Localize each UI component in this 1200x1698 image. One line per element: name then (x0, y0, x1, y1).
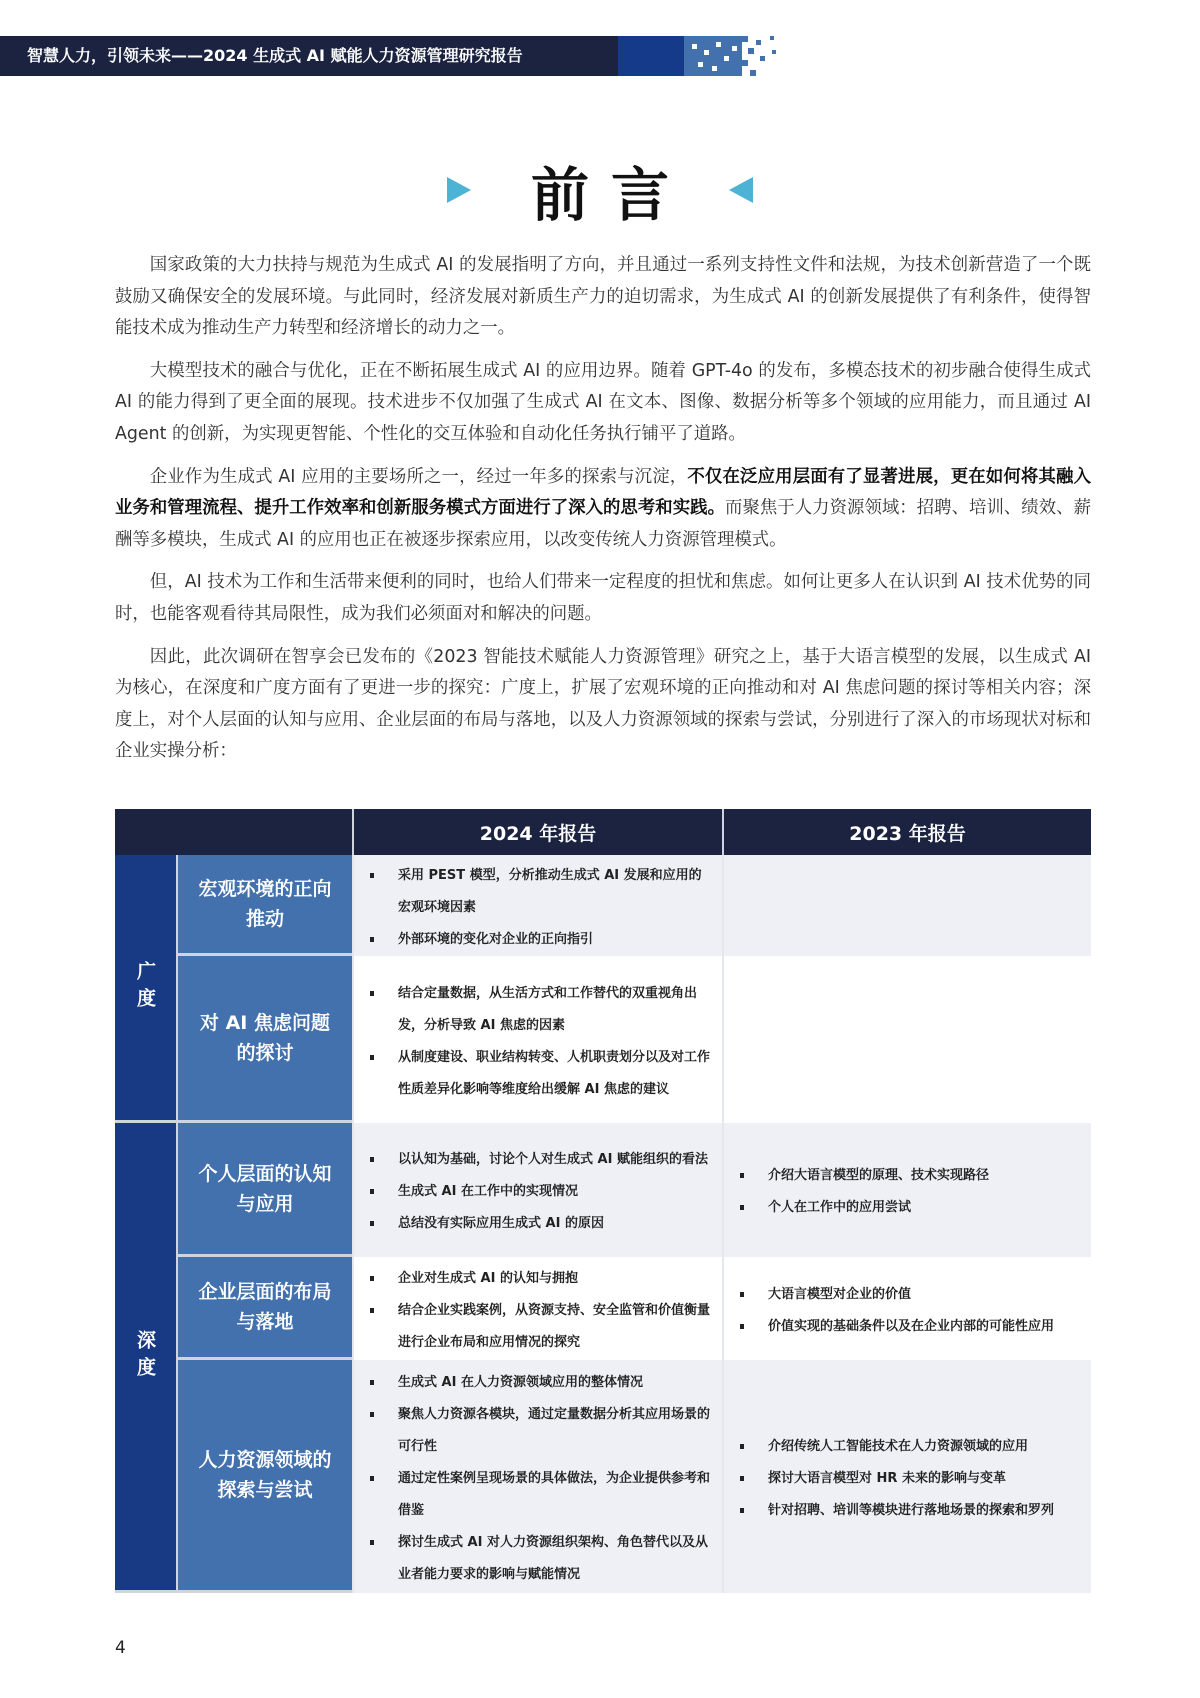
list-item: 聚焦人力资源各模块，通过定量数据分析其应用场景的可行性 (368, 1399, 712, 1463)
list-item: 生成式 AI 在人力资源领域应用的整体情况 (368, 1367, 712, 1399)
list-item: 外部环境的变化对企业的正向指引 (368, 924, 712, 956)
table-header-blank (115, 809, 352, 855)
cell-2024 (352, 855, 722, 956)
table-header-2023: 2023 年报告 (722, 809, 1091, 855)
cell-2023 (722, 1360, 1091, 1593)
bullet-list (368, 978, 712, 1106)
row-label: 宏观环境的正向推动 (176, 855, 352, 956)
row-label: 对 AI 焦虑问题的探讨 (176, 956, 352, 1123)
running-header: 智慧人力，引领未来——2024 生成式 AI 赋能人力资源管理研究报告 (0, 36, 618, 76)
row-label: 人力资源领域的探索与尝试 (176, 1360, 352, 1593)
cell-2024 (352, 1123, 722, 1257)
list-item: 探讨生成式 AI 对人力资源组织架构、角色替代以及从业者能力要求的影响与赋能情况 (368, 1527, 712, 1591)
cell-2023 (722, 1123, 1091, 1257)
cell-2023 (722, 855, 1091, 956)
cell-2024 (352, 956, 722, 1123)
list-item: 介绍大语言模型的原理、技术实现路径 (738, 1160, 1081, 1192)
cell-2024 (352, 1257, 722, 1360)
triangle-left-icon (729, 177, 753, 203)
list-item: 企业对生成式 AI 的认知与拥抱 (368, 1263, 712, 1295)
dimension-breadth: 广度 (115, 855, 176, 1123)
table-header-2024: 2024 年报告 (352, 809, 722, 855)
preface-body (115, 250, 1091, 779)
paragraph-bold-text: 不仅在泛应用层面有了显著进展，更在如何将其融入业务和管理流程、提升工作效率和创新服务模式方面进行了深入的思考和实践。 (115, 466, 1091, 519)
page-number: 4 (115, 1638, 126, 1658)
paragraph: 但，AI 技术为工作和生活带来便利的同时，也给人们带来一定程度的担忧和焦虑。如何让更多人在认识到 AI 技术优势的同时，也能客观看待其局限性，成为我们必须面对和解决的问题。 (115, 572, 1091, 624)
page-title: 前言 (530, 161, 691, 229)
list-item: 介绍传统人工智能技术在人力资源领域的应用 (738, 1431, 1081, 1463)
list-item: 通过定性案例呈现场景的具体做法，为企业提供参考和借鉴 (368, 1463, 712, 1527)
dimension-depth: 深度 (115, 1123, 176, 1593)
list-item: 总结没有实际应用生成式 AI 的原因 (368, 1208, 712, 1240)
bullet-list (368, 860, 712, 956)
header-accent-block (618, 36, 684, 76)
row-label: 企业层面的布局与落地 (176, 1257, 352, 1360)
list-item: 以认知为基础，讨论个人对生成式 AI 赋能组织的看法 (368, 1144, 712, 1176)
list-item: 个人在工作中的应用尝试 (738, 1192, 1081, 1224)
list-item: 从制度建设、职业结构转变、人机职责划分以及对工作性质差异化影响等维度给出缓解 AI 焦虑的建议 (368, 1042, 712, 1106)
paragraph: 国家政策的大力扶持与规范为生成式 AI 的发展指明了方向，并且通过一系列支持性文件和法规，为技术创新营造了一个既鼓励又确保安全的发展环境。与此同时，经济发展对新质生产力的迫切需求，为生成式 AI 的创新发展提供了有利条件，使得智能技术成为推动生产力转型和经济增长的动力之一。 (115, 255, 1091, 339)
paragraph: 大模型技术的融合与优化，正在不断拓展生成式 AI 的应用边界。随着 GPT-4o 的发布，多模态技术的初步融合使得生成式 AI 的能力得到了更全面的展现。技术进步不仅加强了生成式 AI 在文本、图像、数据分析等多个领域的应用能力，而且通过 AI Agent 的创新，为实现更智能、个性化的交互体验和自动化任务执行铺平了道路。 (115, 360, 1091, 444)
cell-2024 (352, 1360, 722, 1593)
list-item: 生成式 AI 在工作中的实现情况 (368, 1176, 712, 1208)
row-label: 个人层面的认知与应用 (176, 1123, 352, 1257)
list-item: 价值实现的基础条件以及在企业内部的可能性应用 (738, 1311, 1081, 1343)
page-title-row (0, 148, 1200, 232)
list-item: 结合企业实践案例，从资源支持、安全监管和价值衡量进行企业布局和应用情况的探究 (368, 1295, 712, 1359)
paragraph-text: 企业作为生成式 AI 应用的主要场所之一，经过一年多的探索与沉淀， (149, 466, 688, 487)
cell-2023 (722, 956, 1091, 1123)
paragraph (115, 462, 1091, 557)
triangle-right-icon (447, 177, 471, 203)
comparison-table (115, 809, 1091, 1593)
list-item: 针对招聘、培训等模块进行落地场景的探索和罗列 (738, 1495, 1081, 1527)
paragraph-text: 而聚焦于人力资源领域：招聘、培训、绩效、薪酬等多模块，生成式 AI 的应用也正在被逐步探索应用，以改变传统人力资源管理模式。 (115, 498, 1091, 550)
bullet-list (738, 1279, 1081, 1343)
bullet-list (368, 1263, 712, 1359)
pixel-pattern-decoration (684, 36, 780, 76)
list-item: 大语言模型对企业的价值 (738, 1279, 1081, 1311)
list-item: 探讨大语言模型对 HR 未来的影响与变革 (738, 1463, 1081, 1495)
list-item: 结合定量数据，从生活方式和工作替代的双重视角出发，分析导致 AI 焦虑的因素 (368, 978, 712, 1042)
bullet-list (738, 1160, 1081, 1224)
bullet-list (368, 1367, 712, 1591)
paragraph: 因此，此次调研在智享会已发布的《2023 智能技术赋能人力资源管理》研究之上，基于大语言模型的发展，以生成式 AI 为核心，在深度和广度方面有了更进一步的探究：广度上，扩展了宏观环境的正向推动和对 AI 焦虑问题的探讨等相关内容；深度上，对个人层面的认知与应用、企业层面的布局与落地，以及人力资源领域的探索与尝试，分别进行了深入的市场现状对标和企业实操分析： (115, 646, 1091, 762)
list-item: 采用 PEST 模型，分析推动生成式 AI 发展和应用的宏观环境因素 (368, 860, 712, 924)
cell-2023 (722, 1257, 1091, 1360)
bullet-list (738, 1431, 1081, 1527)
bullet-list (368, 1144, 712, 1240)
